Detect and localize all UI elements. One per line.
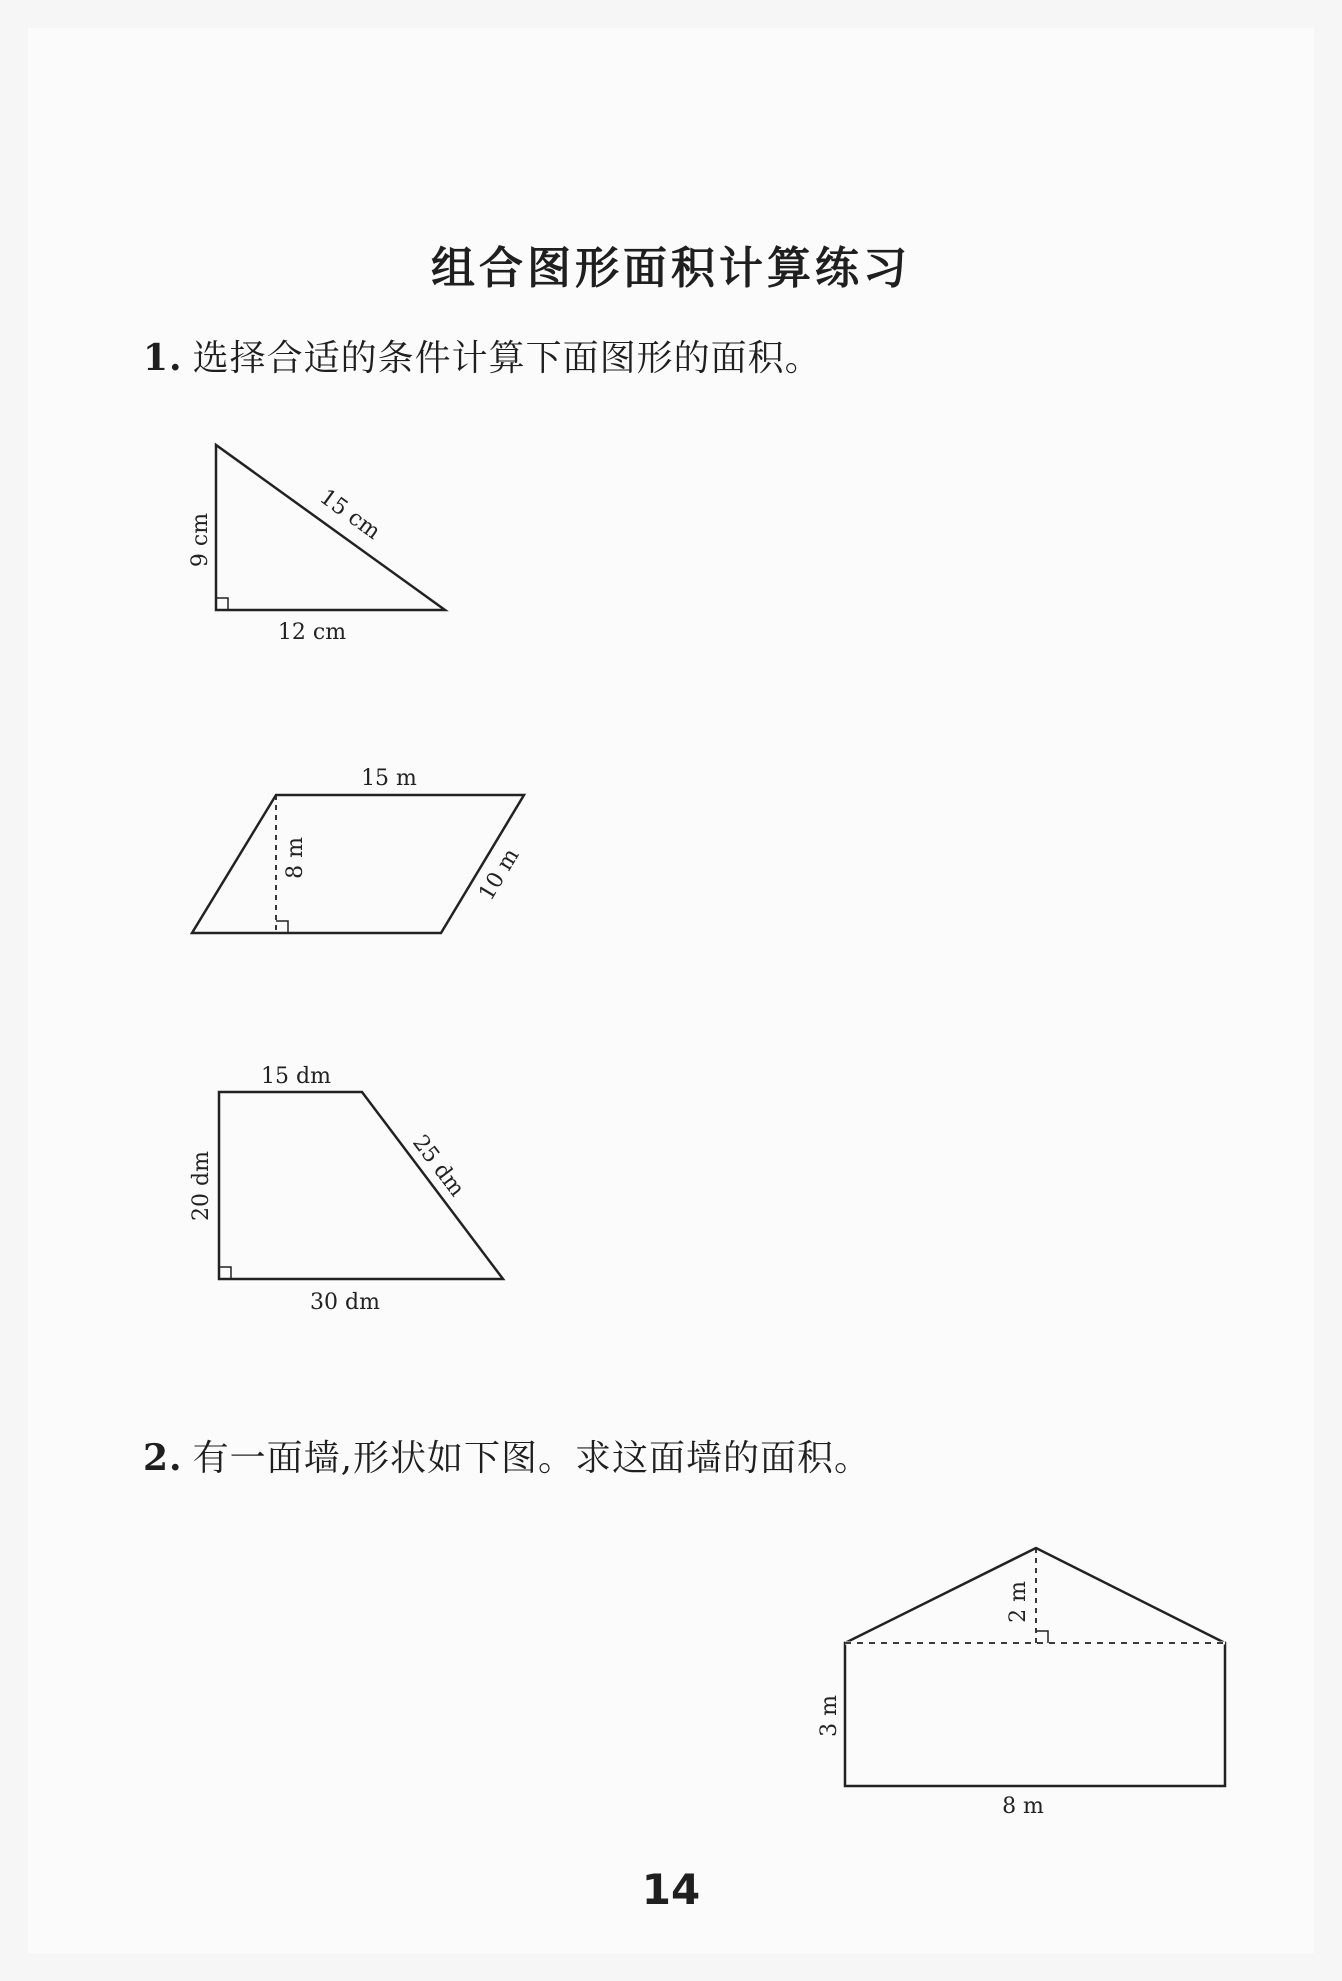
page-title: 组合图形面积计算练习 xyxy=(431,243,911,294)
triangle-height-label: 9 cm xyxy=(188,512,213,568)
right-angle-mark xyxy=(276,921,288,933)
wall-roof-triangle xyxy=(845,1548,1225,1643)
trapezoid-top-label: 15 dm xyxy=(261,1064,331,1089)
triangle-figure xyxy=(188,445,445,645)
trapezoid-slant-label: 25 dm xyxy=(407,1130,470,1202)
parallelogram-height-label: 8 m xyxy=(283,837,308,879)
right-angle-mark xyxy=(216,598,228,610)
question-1-number: 1. xyxy=(143,337,183,379)
wall-roof-height-label: 2 m xyxy=(1006,1581,1031,1623)
wall-width-label: 8 m xyxy=(1002,1794,1044,1819)
wall-figure xyxy=(817,1548,1225,1819)
wall-rectangle xyxy=(845,1643,1225,1786)
right-angle-mark xyxy=(219,1267,231,1279)
wall-height-label: 3 m xyxy=(817,1695,842,1737)
right-angle-mark xyxy=(1036,1631,1048,1643)
triangle-hypotenuse-label: 15 cm xyxy=(314,484,385,545)
trapezoid-height-label: 20 dm xyxy=(189,1151,214,1221)
question-2-number: 2. xyxy=(143,1437,183,1479)
parallelogram-figure xyxy=(192,766,525,933)
trapezoid-figure xyxy=(189,1064,503,1315)
parallelogram-shape xyxy=(192,795,524,933)
question-2-text: 有一面墙,形状如下图。求这面墙的面积。 xyxy=(192,1438,872,1479)
parallelogram-top-label: 15 m xyxy=(361,766,417,791)
question-1-text: 选择合适的条件计算下面图形的面积。 xyxy=(192,338,822,379)
triangle-shape xyxy=(216,445,445,610)
trapezoid-bottom-label: 30 dm xyxy=(310,1290,380,1315)
parallelogram-side-label: 10 m xyxy=(474,844,525,906)
triangle-base-label: 12 cm xyxy=(277,620,347,645)
page-number: 14 xyxy=(641,1865,701,1914)
